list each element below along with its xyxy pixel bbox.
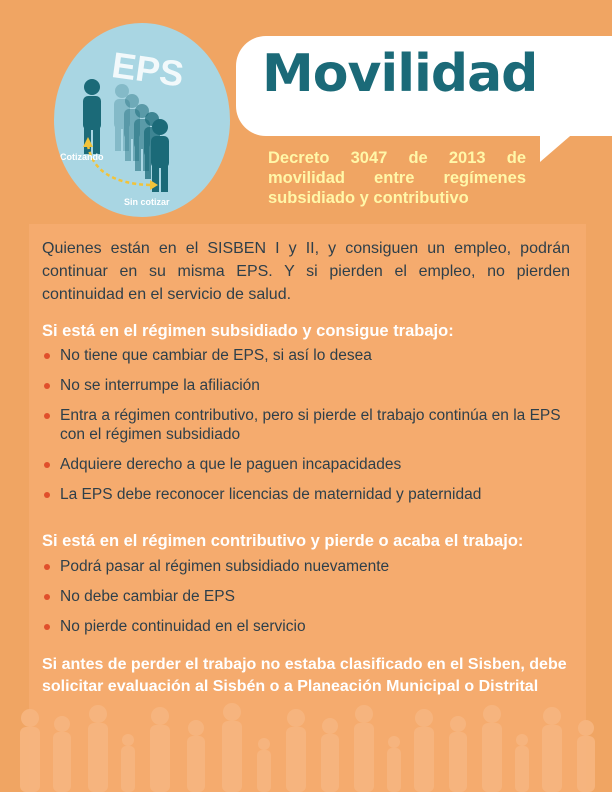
list-item: No pierde continuidad en el servicio (42, 617, 582, 636)
list-item: No tiene que cambiar de EPS, si así lo desea (42, 346, 582, 365)
subsidiado-list (42, 346, 582, 504)
list-item: Adquiere derecho a que le paguen incapacidades (42, 455, 582, 474)
decree-subtitle: Decreto 3047 de 2013 de movilidad entre regímenes subsidiado y contributivo (268, 149, 526, 207)
section-heading-subsidiado: Si está en el régimen subsidiado y consigue trabajo: (42, 322, 454, 340)
list-item: Entra a régimen contributivo, pero si pierde el trabajo continúa en la EPS con el régimen subsidiado (42, 406, 582, 444)
sisben-note: Si antes de perder el trabajo no estaba clasificado en el Sisben, debe solicitar evaluación al Sisbén o a Planeación Municipal o Distrital (42, 656, 567, 695)
page-title: Movilidad (262, 44, 538, 104)
eps-badge-illustration (54, 23, 230, 217)
cotizando-label: Cotizando (60, 152, 104, 162)
list-item: La EPS debe reconocer licencias de maternidad y paternidad (42, 485, 582, 504)
speech-bubble-tail (540, 124, 584, 162)
list-item: Podrá pasar al régimen subsidiado nuevamente (42, 557, 582, 576)
section-heading-contributivo: Si está en el régimen contributivo y pierde o acaba el trabajo: (42, 532, 524, 550)
list-item: No se interrumpe la afiliación (42, 376, 582, 395)
person-figure-group (83, 79, 169, 192)
sin-cotizar-label: Sin cotizar (124, 197, 170, 207)
list-item: No debe cambiar de EPS (42, 587, 582, 606)
intro-paragraph: Quienes están en el SISBEN I y II, y consiguen un empleo, podrán continuar en su misma EPS. Y si pierden el empleo, no pierden continuidad en el servicio de salud. (42, 240, 570, 303)
eps-badge-label: EPS (109, 44, 187, 95)
crowd-silhouette-decoration (0, 694, 612, 792)
contributivo-list (42, 557, 582, 636)
